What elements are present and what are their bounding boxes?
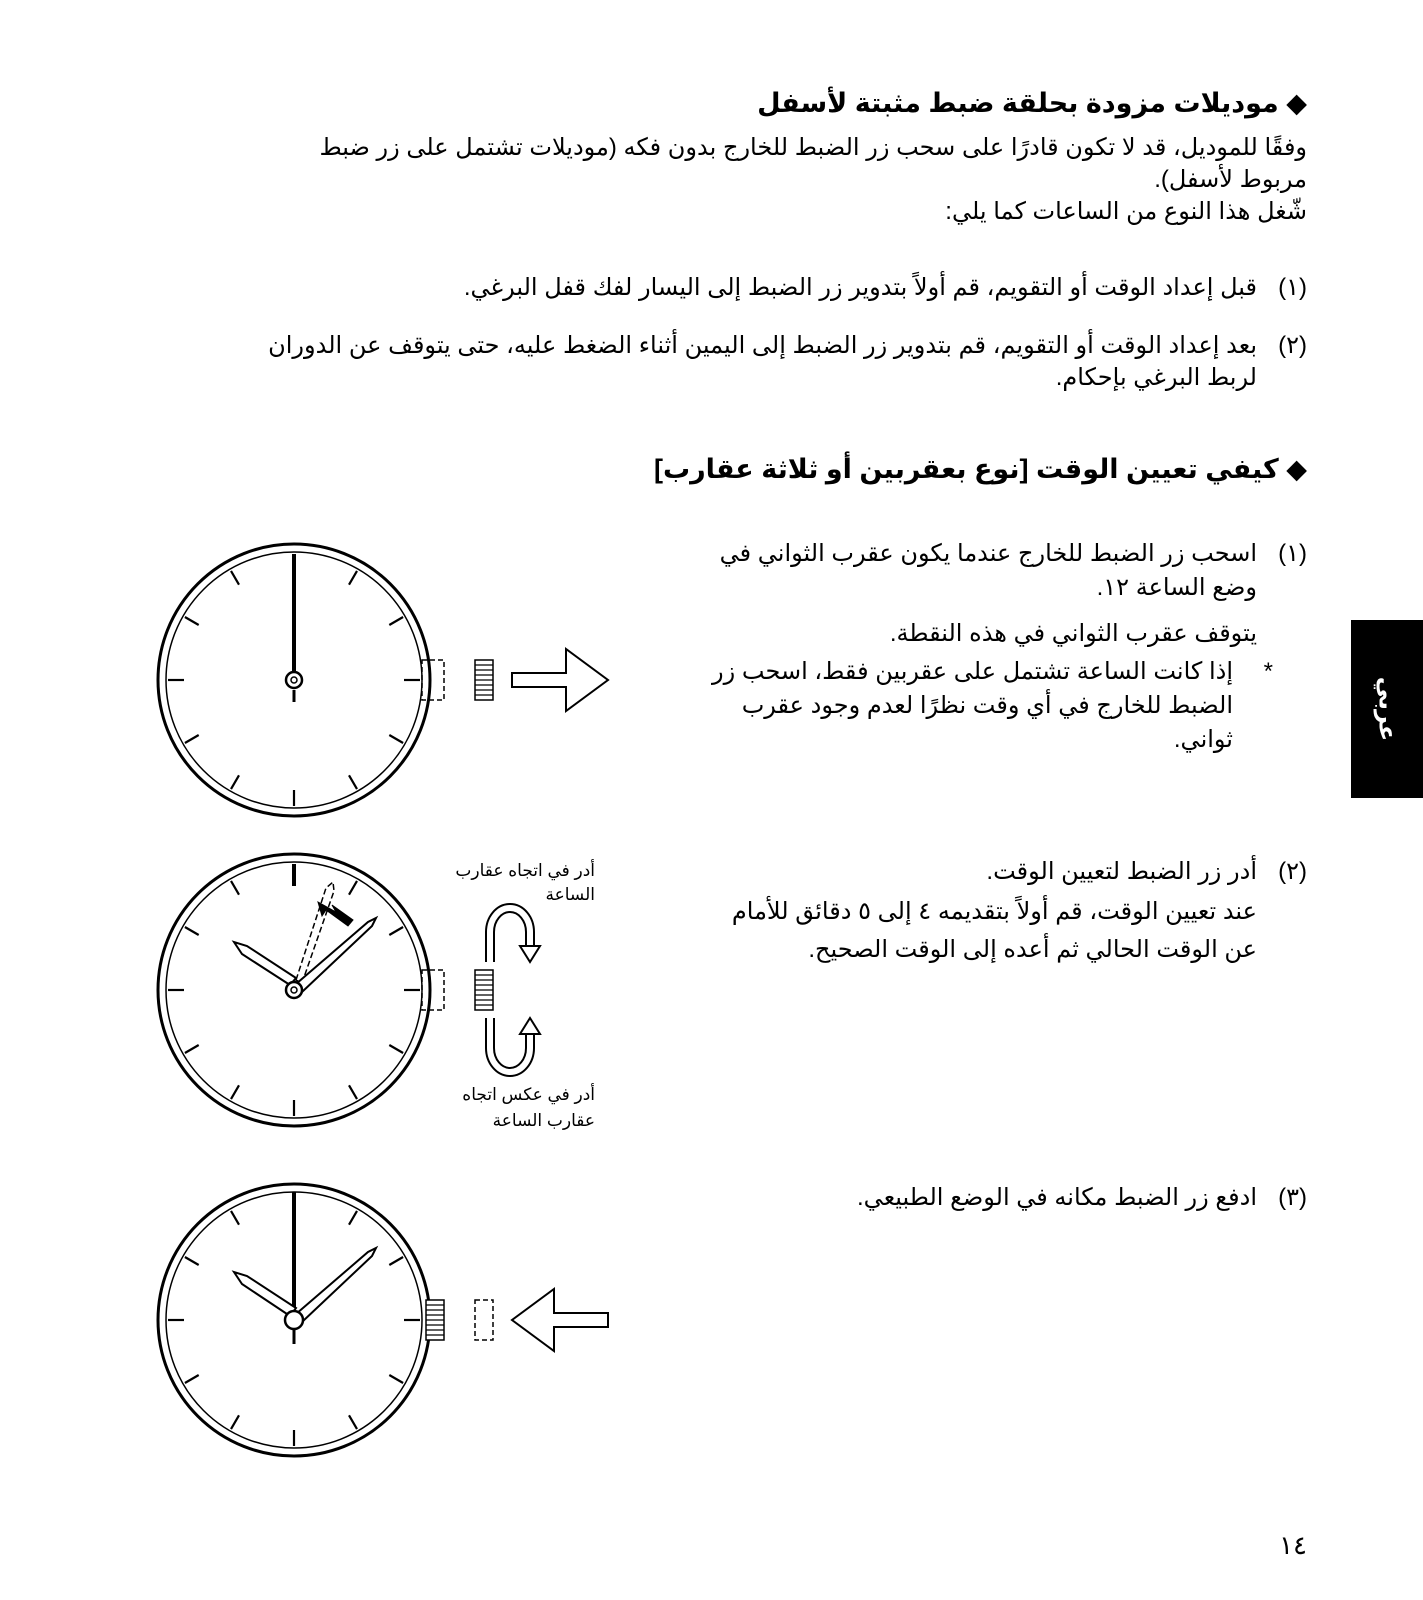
dial-tick-mark: [389, 617, 403, 625]
note-asterisk: *: [1263, 658, 1273, 685]
time-step3-text: ادفع زر الضبط مكانه في الوضع الطبيعي.: [857, 1184, 1257, 1211]
dial-tick-mark: [349, 571, 357, 585]
push-in-arrow-icon: [512, 1289, 608, 1351]
crown-icon: [426, 1300, 444, 1340]
dial-tick-mark: [185, 1257, 199, 1265]
page-number: ١٤: [1279, 1530, 1307, 1560]
dial-tick-mark: [389, 1045, 403, 1053]
watch-diagram-pulled-crown: [150, 540, 620, 820]
dial-tick-mark: [231, 1415, 239, 1429]
intro-line-2: مربوط لأسفل).: [1154, 166, 1307, 193]
center-pivot: [285, 1311, 303, 1329]
dial-tick-mark: [231, 881, 239, 895]
dial-tick-mark: [349, 775, 357, 789]
dial-tick-mark: [349, 881, 357, 895]
time-step2-line1: أدر زر الضبط لتعيين الوقت.: [986, 858, 1257, 885]
note-line2: الضبط للخارج في أي وقت نظرًا لعدم وجود عقرب: [741, 692, 1233, 719]
time-step1-line3: يتوقف عقرب الثواني في هذه النقطة.: [889, 620, 1257, 647]
watch-diagram-turn-crown: [150, 850, 620, 1130]
screw-step1-text: قبل إعداد الوقت أو التقويم، قم أولاً بتدوير زر الضبط إلى اليسار لفك قفل البرغي.: [463, 274, 1257, 301]
crown-original-position-icon: [422, 660, 444, 700]
screw-step2-line1: بعد إعداد الوقت أو التقويم، قم بتدوير زر الضبط إلى اليمين أثناء الضغط عليه، حتى يتوقف عن الدوران: [268, 332, 1257, 359]
crown-previous-position-icon: [475, 1300, 493, 1340]
dial-tick-mark: [389, 927, 403, 935]
clockwise-arrow-icon: [490, 908, 540, 962]
watch-diagram-push-crown: [150, 1180, 620, 1460]
dial-tick-mark: [231, 775, 239, 789]
minute-hand: [296, 1248, 376, 1322]
screw-step2-line2: لربط البرغي بإحكام.: [1055, 364, 1257, 391]
crown-original-position-icon: [422, 970, 444, 1010]
language-tab-label: عربي: [1373, 676, 1401, 742]
dial-tick-mark: [185, 1045, 199, 1053]
time-step1-line1: اسحب زر الضبط للخارج عندما يكون عقرب الثواني في: [719, 540, 1257, 567]
section-heading-screw-down: ◆ موديلات مزودة بحلقة ضبط مثبتة لأسفل: [757, 88, 1307, 118]
crown-icon: [475, 970, 493, 1010]
pull-out-arrow-icon: [512, 649, 608, 711]
clockwise-label-line2: الساعة: [545, 885, 595, 904]
language-side-tab: [1351, 620, 1423, 798]
intro-line-1: وفقًا للموديل، قد لا تكون قادرًا على سحب زر الضبط للخارج بدون فكه (موديلات تشتمل على زر ضبط: [319, 134, 1307, 161]
time-step1-line2: وضع الساعة ١٢.: [1096, 574, 1257, 601]
dial-tick-mark: [185, 617, 199, 625]
time-step2-line3: عن الوقت الحالي ثم أعده إلى الوقت الصحيح.: [808, 936, 1257, 963]
crown-icon: [475, 660, 493, 700]
dial-tick-mark: [185, 1375, 199, 1383]
dial-tick-mark: [231, 571, 239, 585]
dial-tick-mark: [349, 1085, 357, 1099]
dial-tick-mark: [389, 1257, 403, 1265]
dial-tick-mark: [349, 1415, 357, 1429]
time-step1-number: (١): [1278, 540, 1307, 567]
counterclockwise-arrow-icon: [490, 1018, 540, 1072]
dial-tick-mark: [231, 1211, 239, 1225]
note-line3: ثواني.: [1173, 726, 1233, 753]
dial-tick-mark: [231, 1085, 239, 1099]
note-line1: إذا كانت الساعة تشتمل على عقربين فقط، اسحب زر: [712, 658, 1233, 685]
counterclockwise-label-line2: عقارب الساعة: [492, 1111, 595, 1130]
dial-tick-mark: [349, 1211, 357, 1225]
dial-tick-mark: [185, 927, 199, 935]
time-step3-number: (٣): [1278, 1184, 1307, 1211]
hour-hand: [234, 1272, 296, 1316]
hour-hand: [234, 942, 296, 985]
dial-tick-mark: [185, 735, 199, 743]
screw-step1-number: (١): [1278, 274, 1307, 301]
dial-tick-mark: [389, 735, 403, 743]
time-step2-line2: عند تعيين الوقت، قم أولاً بتقديمه ٤ إلى ٥ دقائق للأمام: [731, 898, 1257, 925]
counterclockwise-label-line1: أدر في عكس اتجاه: [462, 1085, 595, 1104]
dial-tick-mark: [389, 1375, 403, 1383]
section-heading-time-setting: ◆ كيفي تعيين الوقت [نوع بعقربين أو ثلاثة عقارب]: [654, 454, 1307, 484]
screw-step2-number: (٢): [1278, 332, 1307, 359]
intro-line-3: شّغل هذا النوع من الساعات كما يلي:: [945, 198, 1307, 225]
time-step2-number: (٢): [1278, 858, 1307, 885]
clockwise-label-line1: أدر في اتجاه عقارب: [455, 861, 595, 880]
